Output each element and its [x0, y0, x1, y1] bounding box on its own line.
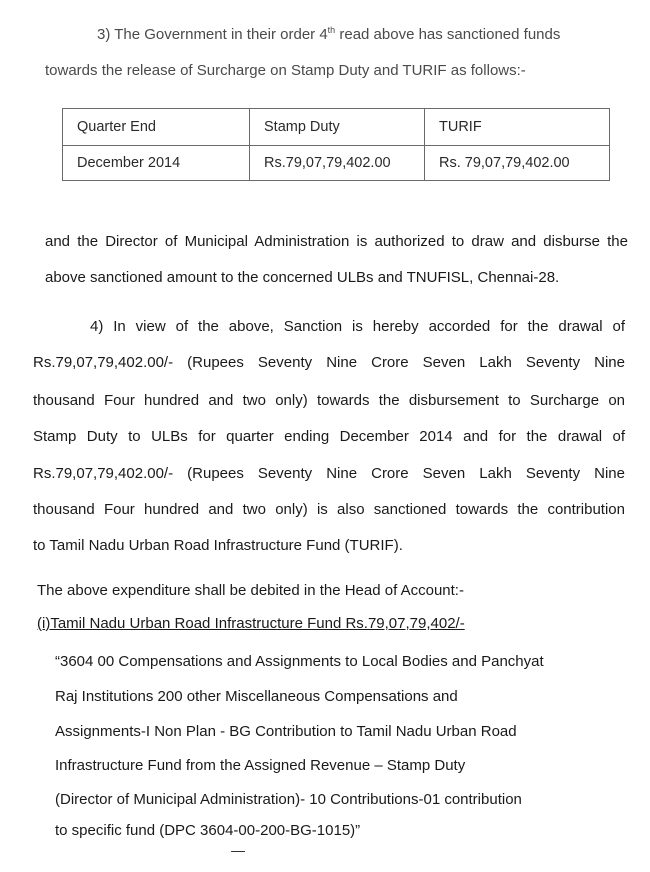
account-head-line: Assignments-I Non Plan - BG Contribution to Tamil Nadu Urban Road — [55, 723, 517, 740]
director-line1: and the Director of Municipal Administration is authorized to draw and disburse the — [45, 233, 628, 250]
table-row — [63, 146, 610, 181]
account-head-line: (Director of Municipal Administration)- 10 Contributions-01 contribution — [55, 791, 522, 808]
para4-line: to Tamil Nadu Urban Road Infrastructure Fund (TURIF). — [33, 537, 403, 554]
account-head-line: Infrastructure Fund from the Assigned Revenue – Stamp Duty — [55, 757, 466, 774]
para3-line1-sup: th — [327, 25, 336, 35]
para3-line2: towards the release of Surcharge on Stamp Duty and TURIF as follows:- — [45, 62, 526, 79]
para4-line: Rs.79,07,79,402.00/- (Rupees Seventy Nine Crore Seven Lakh Seventy Nine — [33, 465, 625, 482]
para4-line: 4) In view of the above, Sanction is hereby accorded for the drawal of — [90, 318, 625, 335]
para4-line: Stamp Duty to ULBs for quarter ending December 2014 and for the drawal of — [33, 428, 625, 445]
para4-line: thousand Four hundred and two only) towards the disbursement to Surcharge on — [33, 392, 625, 409]
account-head-line: Raj Institutions 200 other Miscellaneous Compensations and — [55, 688, 458, 705]
para4-line: thousand Four hundred and two only) is also sanctioned towards the contribution — [33, 501, 625, 518]
expenditure-intro: The above expenditure shall be debited in the Head of Account:- — [37, 582, 464, 599]
table-header-cell: Stamp Duty — [250, 109, 425, 146]
account-head-line: to specific fund (DPC 3604-00-200-BG-1015)” — [55, 822, 361, 839]
para4-line: Rs.79,07,79,402.00/- (Rupees Seventy Nine Crore Seven Lakh Seventy Nine — [33, 354, 625, 371]
table-header-cell: Quarter End — [63, 109, 250, 146]
page-mark — [231, 851, 245, 852]
para3-line1-post: read above has sanctioned funds — [335, 26, 561, 43]
para3-line1-pre: 3) The Government in their order 4 — [97, 26, 328, 43]
table-header-cell: TURIF — [425, 109, 610, 146]
account-head-line: “3604 00 Compensations and Assignments to Local Bodies and Panchyat — [55, 653, 544, 670]
table-cell: Rs.79,07,79,402.00 — [250, 146, 425, 181]
director-line2: above sanctioned amount to the concerned ULBs and TNUFISL, Chennai-28. — [45, 269, 560, 286]
table-cell: December 2014 — [63, 146, 250, 181]
surcharge-table — [62, 108, 610, 181]
table-header-row — [63, 109, 610, 146]
para3-line1 — [97, 26, 627, 44]
table-cell: Rs. 79,07,79,402.00 — [425, 146, 610, 181]
expenditure-heading: (i)Tamil Nadu Urban Road Infrastructure Fund Rs.79,07,79,402/- — [37, 615, 465, 632]
